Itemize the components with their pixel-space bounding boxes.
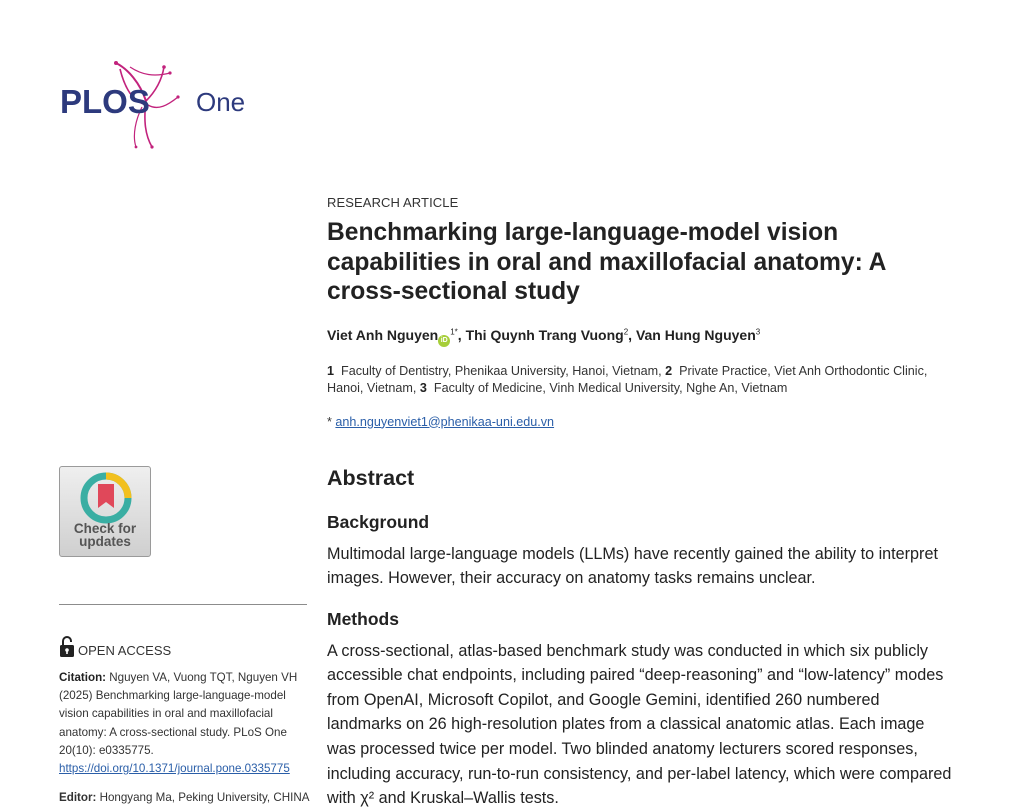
sidebar bbox=[59, 466, 310, 804]
orcid-icon[interactable]: iD bbox=[438, 335, 450, 347]
open-access-label: OPEN ACCESS bbox=[78, 643, 172, 658]
methods-text: A cross-sectional, atlas-based benchmark study was conducted in which six publicly accessible chat endpoints, including paired “deep-reasoning” and “low-latency” modes from OpenAI, Microsoft Copilot, and Google Gemini, identified 260 numbered landmarks on 26 high-resolution plates from a classical anatomic atlas. Each image was processed twice per model. Two blinded anatomy lecturers scored responses, including accuracy, run-to-run consistency, and per-label latency, which were compared with χ² and Kruskal–Wallis tests. bbox=[327, 641, 952, 808]
sidebar-divider bbox=[59, 604, 307, 605]
open-access bbox=[59, 636, 171, 657]
plos-one-logo bbox=[58, 55, 258, 151]
methods-heading: Methods bbox=[327, 608, 399, 629]
author-list: Viet Anh Nguyen $iD^{1*}$, Thi Quynh Trang Vuong$^2$, Van Hung Nguyen$^3$ bbox=[327, 327, 957, 347]
article-title: Benchmarking large-language-model vision capabilities in oral and maxillofacial anatomy: A cross-sectional study bbox=[327, 219, 886, 305]
author-sup: 1* bbox=[450, 326, 458, 336]
author-name[interactable]: Van Hung Nguyen bbox=[635, 326, 756, 343]
background-text: Multimodal large-language models (LLMs) have recently gained the ability to interpret images. However, their accuracy on anatomy tasks remains unclear. bbox=[327, 544, 938, 588]
author-sup: 2 bbox=[623, 326, 629, 336]
citation-doi-link[interactable]: https://doi.org/10.1371/journal.pone.0335775 bbox=[59, 762, 290, 776]
editor-text: Hongyang Ma, Peking University, CHINA bbox=[99, 791, 310, 804]
plos-brand: PLOS bbox=[60, 83, 150, 120]
check-for-updates-label: Check for updates bbox=[73, 521, 137, 549]
abstract-heading: Abstract bbox=[327, 465, 415, 490]
author-name[interactable]: Thi Quynh Trang Vuong bbox=[465, 326, 624, 343]
article-main bbox=[327, 195, 957, 811]
affiliations bbox=[327, 363, 947, 397]
affiliation-text: Faculty of Dentistry, Phenikaa University, Hanoi, Vietnam, bbox=[341, 363, 662, 378]
affiliation-number: 3 bbox=[419, 380, 427, 395]
check-for-updates-button[interactable] bbox=[59, 466, 151, 557]
editor bbox=[59, 790, 310, 806]
citation bbox=[59, 669, 307, 778]
open-lock-icon bbox=[59, 636, 75, 657]
editor-label: Editor: bbox=[59, 791, 97, 804]
author-name[interactable]: Viet Anh Nguyen bbox=[327, 326, 439, 343]
citation-text: Nguyen VA, Vuong TQT, Nguyen VH (2025) Benchmarking large-language-model vision capabilities in oral and maxillofacial anatomy: A cross-sectional study. PLoS One 20(10): e0335775. bbox=[59, 671, 298, 757]
affiliation-number: 1 bbox=[327, 363, 335, 378]
affiliation-number: 2 bbox=[665, 363, 673, 378]
background-heading: Background bbox=[327, 511, 430, 532]
email-link[interactable]: anh.nguyenviet1@phenikaa-uni.edu.vn bbox=[335, 414, 555, 429]
affiliation-text: Faculty of Medicine, Vinh Medical University, Nghe An, Vietnam bbox=[433, 380, 788, 395]
article-type: RESEARCH ARTICLE bbox=[327, 195, 459, 210]
affiliation-text: Private Practice, Viet Anh Orthodontic Clinic, Hanoi, Vietnam, bbox=[327, 363, 928, 395]
author-sup: 3 bbox=[755, 326, 761, 336]
citation-label: Citation: bbox=[59, 671, 107, 684]
plos-one-logo-graphic bbox=[58, 55, 258, 151]
email-prefix: * bbox=[327, 414, 332, 429]
journal-name: One bbox=[196, 87, 246, 117]
crossmark-icon bbox=[74, 472, 138, 524]
corresponding-email bbox=[327, 415, 957, 429]
